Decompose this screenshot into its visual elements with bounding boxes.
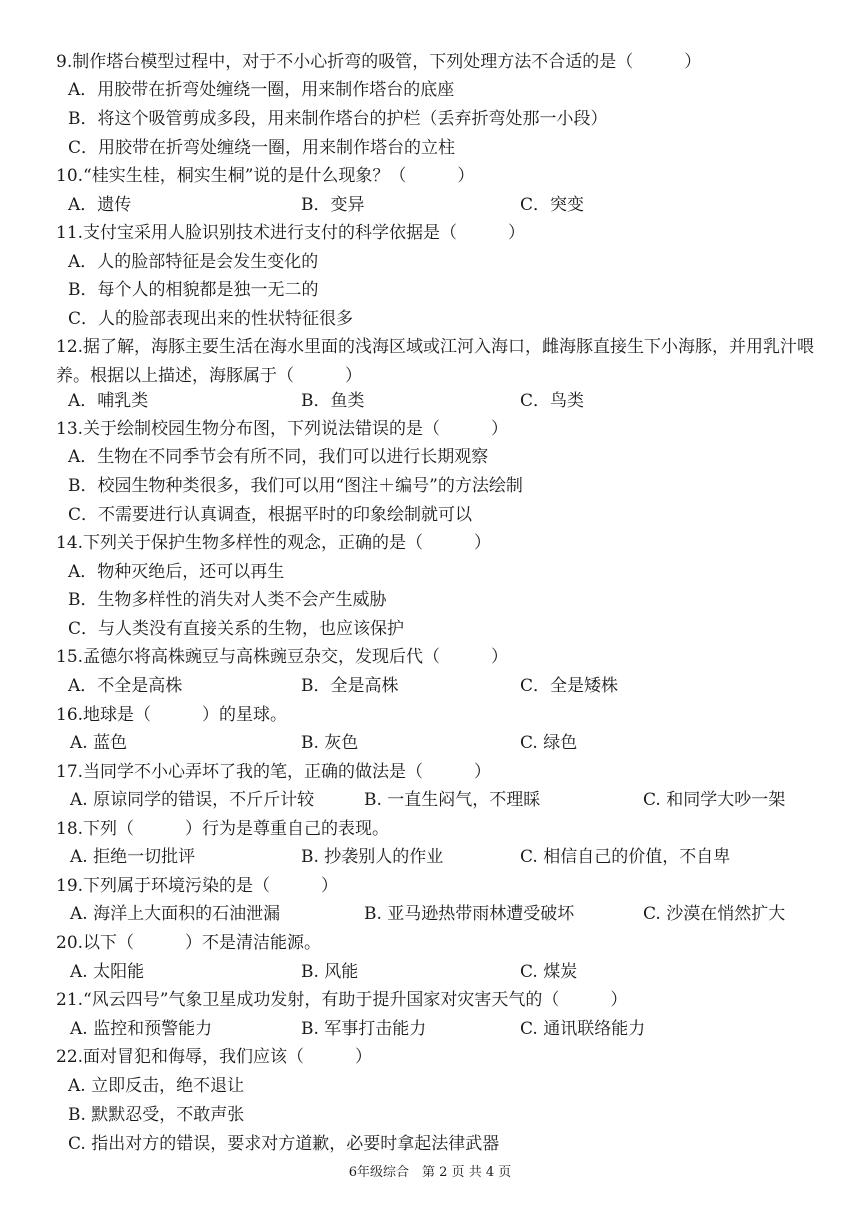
question-14-option-c: C．与人类没有直接关系的生物，也应该保护 xyxy=(68,619,405,639)
question-21-option-a: A. 监控和预警能力 xyxy=(70,1019,213,1039)
question-20-option-b: B. 风能 xyxy=(301,962,359,982)
question-14-option-a: A．物种灭绝后，还可以再生 xyxy=(68,562,285,582)
question-18-option-c: C. 相信自己的价值，不自卑 xyxy=(520,847,731,867)
question-15-stem: 15.孟德尔将高株豌豆与高株豌豆杂交，发现后代（ ） xyxy=(56,647,509,667)
question-18-stem: 18.下列（ ）行为是尊重自己的表现。 xyxy=(56,819,390,839)
question-16-option-a: A. 蓝色 xyxy=(70,733,128,753)
question-20-stem: 20.以下（ ）不是清洁能源。 xyxy=(56,933,322,953)
question-13-option-b: B．校园生物种类很多，我们可以用“图注＋编号”的方法绘制 xyxy=(68,476,523,496)
question-18-option-b: B. 抄袭别人的作业 xyxy=(301,847,444,867)
page-footer: 6年级综合 第 2 页 共 4 页 xyxy=(348,1165,512,1180)
question-9-option-a: A．用胶带在折弯处缠绕一圈，用来制作塔台的底座 xyxy=(68,80,455,100)
question-9-option-b: B．将这个吸管剪成多段，用来制作塔台的护栏（丢弃折弯处那一小段） xyxy=(68,109,608,129)
question-17-option-a: A. 原谅同学的错误，不斤斤计较 xyxy=(70,790,315,810)
question-19-option-a: A. 海洋上大面积的石油泄漏 xyxy=(70,904,281,924)
question-21-stem: 21.“风云四号”气象卫星成功发射，有助于提升国家对灾害天气的（ ） xyxy=(56,990,628,1010)
question-11-option-b: B．每个人的相貌都是独一无二的 xyxy=(68,280,319,300)
question-16-option-b: B. 灰色 xyxy=(301,733,359,753)
question-10-option-b: B．变异 xyxy=(301,195,365,215)
question-19-option-c: C. 沙漠在悄然扩大 xyxy=(643,904,786,924)
question-20-option-a: A. 太阳能 xyxy=(70,962,145,982)
question-10-option-a: A．遗传 xyxy=(68,195,132,215)
question-12-option-c: C．鸟类 xyxy=(520,391,585,411)
question-12-option-a: A．哺乳类 xyxy=(68,391,149,411)
question-19-stem: 19.下列属于环境污染的是（ ） xyxy=(56,876,339,896)
question-21-option-c: C. 通讯联络能力 xyxy=(520,1019,646,1039)
question-18-option-a: A. 拒绝一切批评 xyxy=(70,847,196,867)
question-20-option-c: C. 煤炭 xyxy=(520,962,578,982)
question-9-stem: 9.制作塔台模型过程中，对于不小心折弯的吸管，下列处理方法不合适的是（ ） xyxy=(56,52,702,72)
question-19-option-b: B. 亚马逊热带雨林遭受破坏 xyxy=(364,904,575,924)
question-17-option-b: B. 一直生闷气，不理睬 xyxy=(364,790,541,810)
question-14-stem: 14.下列关于保护生物多样性的观念，正确的是（ ） xyxy=(56,533,492,553)
question-22-option-a: A. 立即反击，绝不退让 xyxy=(68,1076,245,1096)
question-16-stem: 16.地球是（ ）的星球。 xyxy=(56,705,288,725)
question-9-option-c: C．用胶带在折弯处缠绕一圈，用来制作塔台的立柱 xyxy=(68,138,456,158)
question-14-option-b: B．生物多样性的消失对人类不会产生威胁 xyxy=(68,590,387,610)
question-17-stem: 17.当同学不小心弄坏了我的笔，正确的做法是（ ） xyxy=(56,762,492,782)
question-13-option-c: C．不需要进行认真调查，根据平时的印象绘制就可以 xyxy=(68,505,473,525)
question-12-option-b: B．鱼类 xyxy=(301,391,365,411)
question-22-option-b: B. 默默忍受，不敢声张 xyxy=(68,1105,245,1125)
question-15-option-a: A．不全是高株 xyxy=(68,676,183,696)
question-21-option-b: B. 军事打击能力 xyxy=(301,1019,427,1039)
question-15-option-b: B．全是高株 xyxy=(301,676,399,696)
question-22-stem: 22.面对冒犯和侮辱，我们应该（ ） xyxy=(56,1047,373,1067)
question-11-option-a: A．人的脸部特征是会发生变化的 xyxy=(68,252,319,272)
question-11-stem: 11.支付宝采用人脸识别技术进行支付的科学依据是（ ） xyxy=(56,223,526,243)
question-15-option-c: C．全是矮株 xyxy=(520,676,619,696)
question-17-option-c: C. 和同学大吵一架 xyxy=(643,790,786,810)
question-12-stem: 12.据了解，海豚主要生活在海水里面的浅海区域或江河入海口，雌海豚直接生下小海豚，并用乳汁喂养。根据以上描述，海豚属于（ ） xyxy=(56,337,815,386)
question-10-stem: 10.“桂实生桂，桐实生桐”说的是什么现象？（ ） xyxy=(56,166,475,186)
question-10-option-c: C．突变 xyxy=(520,195,585,215)
question-13-stem: 13.关于绘制校园生物分布图，下列说法错误的是（ ） xyxy=(56,419,509,439)
question-22-option-c: C. 指出对方的错误，要求对方道歉，必要时拿起法律武器 xyxy=(68,1134,500,1154)
question-13-option-a: A．生物在不同季节会有所不同，我们可以进行长期观察 xyxy=(68,447,489,467)
question-11-option-c: C．人的脸部表现出来的性状特征很多 xyxy=(68,309,354,329)
question-16-option-c: C. 绿色 xyxy=(520,733,578,753)
